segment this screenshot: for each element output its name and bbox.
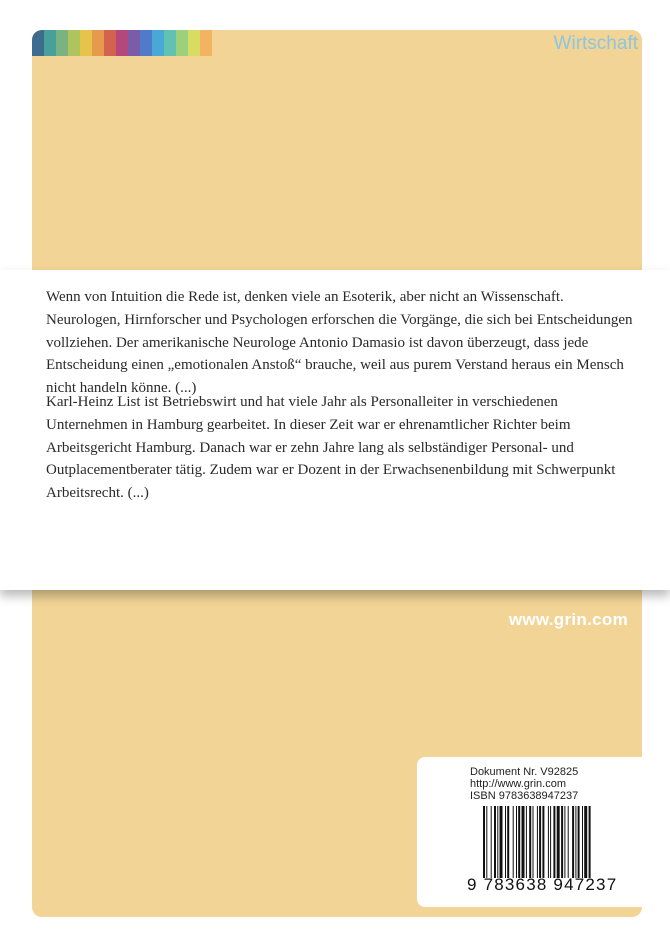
barcode-bar <box>578 806 580 878</box>
barcode-bar <box>553 806 555 878</box>
publisher-website: www.grin.com <box>508 610 628 629</box>
barcode-bar <box>505 806 506 878</box>
barcode-bar <box>564 806 565 878</box>
barcode-bar <box>568 806 569 878</box>
barcode-bar <box>526 806 527 878</box>
barcode-bar <box>529 806 531 878</box>
barcode-bar <box>516 806 517 878</box>
color-stripe <box>188 30 200 56</box>
barcode-bar <box>507 806 509 878</box>
color-stripe <box>152 30 164 56</box>
barcode-bar <box>522 806 525 878</box>
color-stripe <box>116 30 128 56</box>
barcode-bar <box>557 806 560 878</box>
barcode-bar <box>572 806 574 878</box>
document-number: Dokument Nr. V92825 <box>470 766 579 778</box>
color-stripe <box>176 30 188 56</box>
category-label: Wirtschaft <box>553 33 638 54</box>
isbn-label: ISBN 9783638947237 <box>470 790 579 802</box>
barcode-bar <box>550 806 551 878</box>
book-description: Wenn von Intuition die Rede ist, denken viele an Esoterik, aber nicht an Wissenschaft. Neurologen, Hirnforscher und Psychologen erforschen die Vorgänge, die sich bei Entscheidungen vollziehen. Der amerikanische Neurologe Antonio Damasio ist davon überzeugt, dass jede Entscheidung einen „emotionalen Anstoß“ brauche, weil aus purem Verstand heraus ein Mensch nicht handeln könne. (...) <box>46 289 633 397</box>
color-stripe <box>32 30 44 56</box>
author-bio: Karl-Heinz List ist Betriebswirt und hat viele Jahr als Personalleiter in verschiedenen Unternehmen in Hamburg gearbeitet. In dieser Zeit war er ehrenamtlicher Richter beim Arbeitsgericht Hamburg. Danach war er zehn Jahre lang als selbständiger Personal- und Outplacementberater tätig. Zudem war er Dozent in der Erwachsenenbildung mit Schwerpunkt Arbeitsrecht. (...) <box>46 394 616 502</box>
color-stripe <box>104 30 116 56</box>
barcode-bar <box>494 806 496 878</box>
color-stripe <box>56 30 68 56</box>
barcode-bar <box>539 806 541 878</box>
barcode-box <box>417 757 658 907</box>
barcode-bar <box>518 806 520 878</box>
barcode-bar <box>533 806 534 878</box>
barcode-bars <box>483 806 629 878</box>
color-stripe <box>128 30 140 56</box>
color-stripe <box>92 30 104 56</box>
barcode-bar <box>575 806 576 878</box>
barcode-digits: 9 783638 947237 <box>467 875 618 894</box>
barcode-bar <box>589 806 591 878</box>
color-stripe <box>44 30 56 56</box>
color-stripe <box>80 30 92 56</box>
barcode-bar <box>486 806 487 878</box>
barcode-bar <box>491 806 492 878</box>
color-stripe <box>140 30 152 56</box>
barcode-bar <box>513 806 514 878</box>
barcode-bar <box>483 806 485 878</box>
color-stripe <box>68 30 80 56</box>
barcode-bar <box>537 806 538 878</box>
publisher-url: http://www.grin.com <box>470 778 566 790</box>
barcode-bar <box>497 806 498 878</box>
barcode-bar <box>582 806 583 878</box>
color-stripe <box>164 30 176 56</box>
cover-top-panel <box>32 30 642 270</box>
barcode-bar <box>584 806 587 878</box>
color-stripe-band <box>32 30 212 56</box>
barcode-bar <box>500 806 503 878</box>
barcode-bar <box>542 806 544 878</box>
description-panel <box>0 270 670 590</box>
color-stripe <box>200 30 212 56</box>
barcode-bar <box>548 806 549 878</box>
barcode-bar <box>561 806 563 878</box>
